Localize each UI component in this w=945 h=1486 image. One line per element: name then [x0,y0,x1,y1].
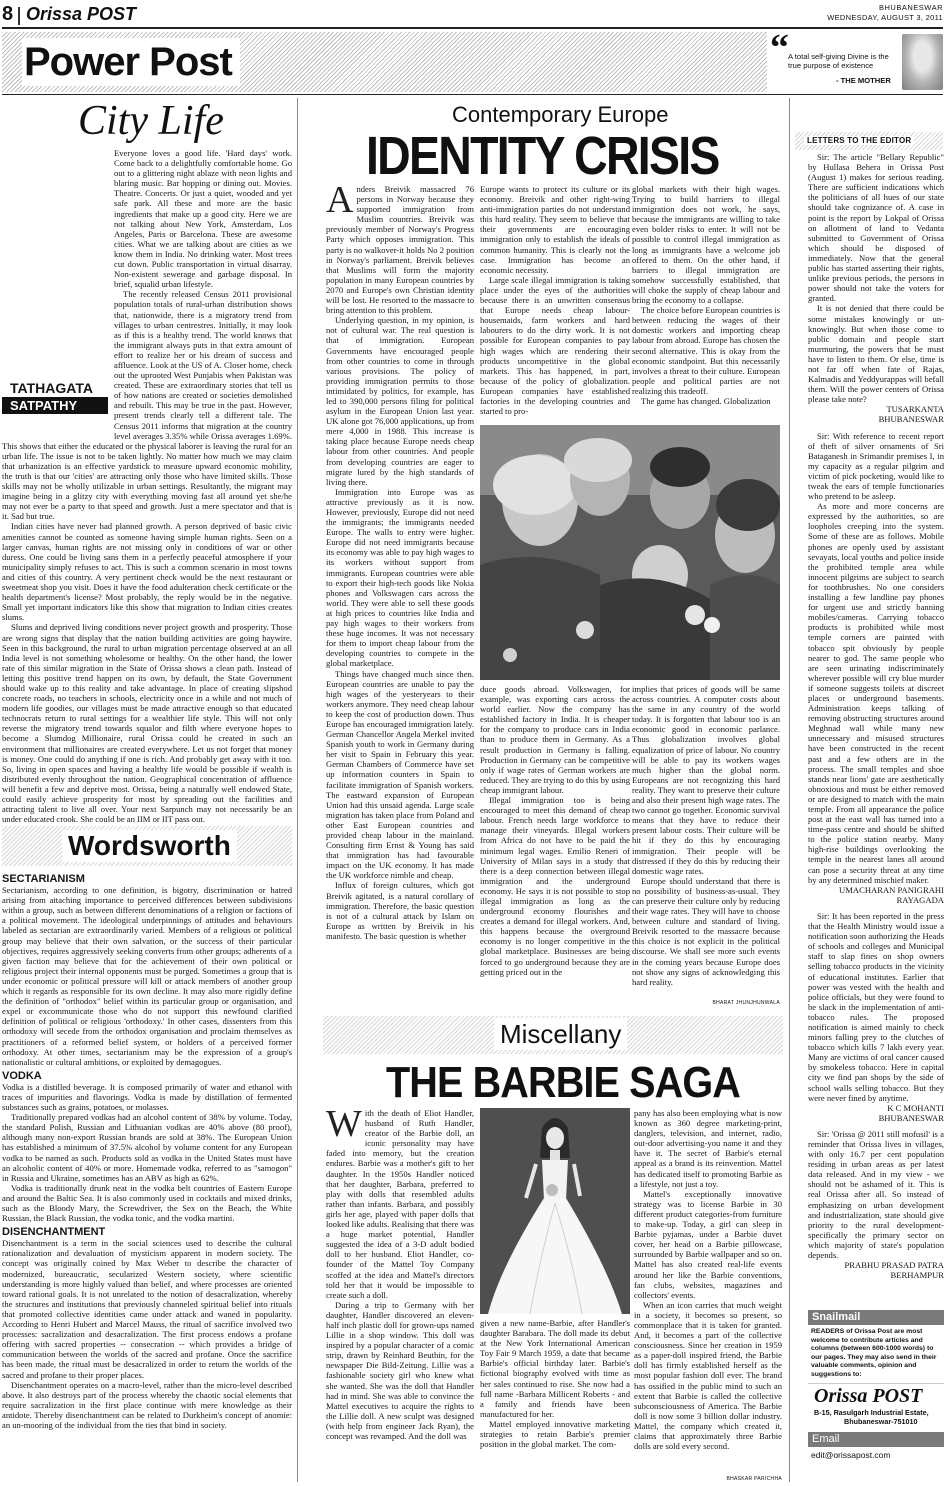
article-paragraph: Immigration into Europe was as attractive previously as it is now. However, previously, Europe did not need the immigrants; the immigrants needed Europe. The walls to entry were higher. Europe did not need immigrants because its economy was able to pay high wages to its workers without support from immigrants. European countries were able to export their high-tech goods like Nokia phones and Volkswagen cars across the world. They were able to sell these goods at high prices to countries like India and pay high wages to their workers from these huge incomes. It was not necessary for them to import cheap labour from the developing countries to compete in the global marketplace. [326,486,474,669]
article-paragraph: given a new name-Barbie, after Handler's daughter Barabara. The doll made its debut at the New York International American Toy Fair 9 March 1959, a date that became Barbie's official birthday later. Barbie's fictional biography evolved with time as her sales continued to rise. She now had a full name -Barbara Millicent Roberts - and a family and friends have been manufactured for her. [480,1318,630,1419]
letter-signature-place: BHUBANESWAR [878,414,944,425]
wordsworth-heading: Wordsworth [62,830,237,862]
snailmail-heading: Snailmail [808,1310,944,1325]
article-paragraph: Europe wants to protect its culture or its economy. Breivik and other right-wing anti-immigration parties do not understand this hard reality. They seem to believe that their governments are encouraging immigration only to establish the ideals of common humanity. This is clearly not the case. Immigration has become an economic necessity. [480,184,630,275]
term-definition: Vodka is a distilled beverage. It is composed primarily of water and ethanol with traces of impurities and flavorings. Vodka is made by distillation of fermented substances such as grains, potatoes, or molasses. [2,1081,292,1113]
identity-col-2-bottom [480,684,630,1000]
letter-paragraph: Sir: The article "Bellary Republic" by Hullasa Behera in Orissa Post (August 1) makes for serious reading. There are sufficient indications which the politicians of all hues of our state should take cognizance of. A case in point is the report by Lokpal of Orissa on allotment of land to Vedanta submitted to Government of Orissa which should be disposed of immediately. Now that the general public has started asserting their rights, unlike previous periods, the persons in power should not take the voters for granted. [808,152,944,304]
identity-author-credit: BHARAT JHUNJHUNWALA [712,1000,780,1006]
mourners-photo-icon [480,425,780,680]
article-paragraph: Influx of foreign cultures, which got Breivik agitated, is a natural corollary of immigration. Therefore, the basic question is not of a cultural attack by Islam on Europe as written by Breivik in his manifesto. The basic question is whether [326,880,474,941]
letter-paragraph: As more and more concerns are expressed by the authorities, so are loopholes creeping into the system. Some of these are as follows. Mobile phones are openly used by assistant sevayats, local youths and police inside the prohibited temple area while innocent pilgrims are subject to search for toothbrushes. No one considers installing a few landline pay phones for urgent use and strictly banning mobiles/cameras. Carrying tobacco products is prohibited while most temple corners are painted with tobacco spit obviously by people nearer to god. The same people who are seen urinating indiscriminately wherever possible will cry blue murder if someone suggests toilets at discreet places or underground basements. Administration keeps talking of removing obstructing structures around Meghnad wall while many new unnecessary and misused structures have been constructed in the recent past and a few others are in the process. The small temples and shoe stands near lions' gate are aesthetically obnoxious and must be either removed or are designed to match with the main temple. From all appearance the police post at the east wall has turned into a time-pass centre and should be shifted to the police station nearby. Many high-rise buildings overlooking the temple in the nearest lanes all around can pose a security threat at any time by any determined mischief maker. [808,501,944,885]
paper-name: Orissa POST [26,4,137,24]
column-divider [297,98,298,1482]
snailmail-address-line-1: B-15, Rasulgarh Industrial Estate, [814,1407,929,1417]
barbie-col-3 [634,1108,782,1476]
identity-kicker: Contemporary Europe [452,102,669,127]
barbie-col-2 [480,1318,630,1482]
city-life-byline-box [2,380,108,432]
letter-paragraph: Sir: With reference to recent report of theft of silver ornaments of Sri Bataganesh in Srimandir premises I, in my capacity as a regular pilgrim and victim of pick pocketing, would like to tweak the ears of temple functionaries who pretend to be asleep. [808,430,944,502]
article-paragraph: When an icon carries that much weight in a society, it becomes so present, so commonplace that it is taken for granted. And, it becomes a part of the collective consciousness. Since her creation in 1959 as a paper-doll inspired friend, the Barbie doll has firmly established herself as the most popular fashion doll ever. The brand has ossified in the public mind to such an extent that Barbie is called the collective subconsciousness of America. The Barbie doll is now some 3 billion dollar industry. Mattel, the company which created it, claims that approximately three Barbie dolls are sold every second. [634,1299,782,1452]
orissa-post-logo: Orissa POST [808,1383,944,1408]
term-definition: Sectarianism, according to one definition, is bigotry, discrimination or hatred arising from attaching importance to perceived differences between subdivisions within a group, such as between different denominations of a religion or factions of a political movement. The ideological underpinnings of attitudes and behaviours labeled as sectarian are extraordinarily varied. Members of a religious or political group may believe that their own salvation, or the success of their particular objectives, requires aggressively seeking converts from other groups; adherents of a given faction may believe that for the achievement of their own political or religious project their internal opponents must be purged. Sometimes a group that is under economic or political pressure will kill or attack members of another group which it regards as responsible for its own decline. It may also more rigidly define the definition of "orthodox" belief within its particular group or organisation, and expel or excommunicate those who do not support this newfound clarified definition of political or religious 'orthodoxy.' In other cases, dissenters from this orthodoxy will secede from the orthodox organisation and proclaim themselves as practitioners of a reformed belief system, or holders of a perceived former orthodoxy. At other times, sectarianism may be the expression of a group's nationalistic or cultural ambitions, or exploited by demagogues. [2,885,292,1067]
mourners-photo [480,425,780,680]
barbie-col-1 [326,1103,474,1482]
article-paragraph: duce goods abroad. Volkswagen, for example, was exporting cars across the world earlier. Now the company has established factory in India. It is cheaper for the company to produce cars in India than to produce them in Germany. As a result production in Germany is falling. Production in Germany can be competitive only if wage rates of German workers are reduced. They are trying to do this by using cheap immigrant labour. [480,684,630,795]
article-paragraph: Illegal immigration too is being encouraged to meet this demand of cheap labour. French needs large workforce to manage their vineyards. Illegal workers from Africa do not have to be paid the minimum legal wages. Emilio Reneri of University of Milan says in a study that there is a deep connection between illegal immigration and the underground economy. He says it is not possible to stop illegal immigration as long as the underground economy flourishes and creates a demand for illegal workers. And, this happens because the overground economy is no longer competitive in the global marketplace. Businesses are being forced to go underground because they are getting priced out in the [480,795,630,977]
letter-signature-name: PRABHU PRASAD PATRA [844,1260,944,1271]
barbie-doll-photo [480,1108,630,1314]
article-paragraph: implies that prices of goods will be same across countries. A computer costs about the same in any country of the world today. It is forgotten that labour too is an economic good in economic parlance. Thus globalization involves global equalization of price of labour. No country will be able to pay its workers wages much higher than the global norm. Europeans are not recognizing this hard reality. They want to preserve their culture and also their present high wage rates. The two cannot go together. Economic survival means that they have to reduce their present labour costs. Their culture will be hit if they do this by encouraging immigration. Their people will be distressed if they do this by reducing their domestic wage rates. [632,684,780,876]
byline-last-name: SATPATHY [2,397,108,414]
letter-signature-name: K C MOHANTI [887,1102,944,1113]
article-paragraph: Europe should understand that there is no possibility of business-as-usual. They can preserve their culture only by reducing their wage rates. They will have to choose between culture and standard of living. Breivik resorted to the massacre because this choice is not explicit in the political discourse. We shall see more such events in the coming years because Europe does not show any signs of acknowledging this hard reality. [632,875,780,987]
letter-signature-name: UMACHARAN PANIGRAHI [839,884,944,895]
identity-headline: IDENTITY CRISIS [366,126,719,186]
article-paragraph: With the death of Eliot Handler, husband of Ruth Handler, creator of the Barbie doll, an iconic personality may have faded into memory, but the creation endures. Barbie was a mother's gift to her daughter. In the 1950s Handler noticed that her daughter, Barbara, preferred to play with dolls that resembled adults rather than infants. Barbara, and possibly girls her age, played with paper dolls that looked like adults. Realising that there was a huge market potential, Handler suggested the idea of a 3-D adult bodied doll to her husband. Eliot Handler, co-founder of the Mattel Toy Company scoffed at the idea and Mattel's directors told her that it would be impossible to create such a doll. [326,1103,474,1300]
quote-text: A total self-giving Divine is the true purpose of existence [788,52,889,70]
city-life-paragraph: Everyone loves a good life. 'Hard days' work. Come back to a delightfully comfortable home. Go out to a glittering night ablaze with neon lights and blaring music. Bar hopping or dining out. Movies. Theatre. Concerts. Or just a quiet, wooded and yet safe park. All these and more are the basic ingredients that make up a good city. Here we are not talking about New York, Amsterdam, Los Angeles, Paris or Barcelona. These are awesome cities. What we are talking about are cities as we know them in India. No drinking water. Most trees cut down. Public transportation in virtual disarray. Non-existent sewerage and garbage disposal. In brief, squalid urban lifestyle. [114,148,292,290]
letter-paragraph: Sir: 'Orissa @ 2011 still mofusil' is a reminder that Orissa lives in villages, with only 16.7 per cent population residing in urban areas as per latest data released. And in my view - we should not be ashamed of it. This is real Orissa after all. So instead of emphasizing on urban development and industrialization, state should give priority to the rural development- specifically the primary sector on which majority of state's population depends. [808,1128,944,1261]
article-paragraph: The choice before European countries is between reducing the wages of their domestic workers and importing cheap labour from abroad. Europe has chosen the second alternative. This is okay from the economic standpoint. But this necessarily involves a threat to their culture. European people and political parties are not realizing this tradeoff. [632,305,780,396]
dropcap: A [326,179,354,221]
letter-signature-place: BERHAMPUR [890,1270,944,1281]
city-life-paragraph: Indian cities have never had planned growth. A person deprived of basic civic amenities cannot be counted as someone having simple human rights. Seen on a larger canvas, human rights are not missing only in conditions of war or other duress. One could be living sans them in a perfectly peaceful atmosphere if your municipality simply refuses to act. This is such a common scenario in most towns and cities of this country. A very pertinent check would be the next restaurant or sweetmeat shop you visit. Does it have the food adulteration check certificate or the health department's license? Most probably, the reply would be in the negative. Small yet important indicators like this show that migration to Indian cities creates slums. [2,521,292,623]
quote-author: - THE MOTHER [836,76,891,85]
page-number: 8 [2,3,14,25]
section-title: Power Post [22,38,240,86]
snailmail-box [808,1310,944,1484]
term-heading: DISENCHANTMENT [2,1226,106,1239]
letters-heading: LETTERS TO THE EDITOR [804,136,914,145]
page-number-divider [18,7,20,25]
dropcap: W [326,1103,362,1145]
article-paragraph: Mattel employed innovative marketing strategies to retain Barbie's premier position in the global market. The com- [480,1418,630,1450]
barbie-author-credit: BHASKAR PARICHHA [726,1476,782,1482]
letter-paragraph: Sir: It has been reported in the press that the Health Ministry would issue a notification soon authorizing the Heads of schools and colleges and Municipal staff to slap fines on shop owners selling tobacco products in the vicinity of educational institutes. Earlier that power was vested with the health and police officials, but they were found to be slack in the implementation of anti-tobacco rules. The proposed notification is aimed mainly to check minors falling prey to the clutches of tobacco which kills 7 lakh every year. Many are victims of oral cancer caused by smokeless tobacco. Here in capital city we find pan shops by the side of school walls selling tobacco. But they were never fined by anytime. [808,910,944,1103]
wordsworth-entries [2,870,292,1482]
email-link[interactable]: edit@orissapost.com [811,1449,891,1460]
barbie-doll-photo-icon [480,1108,630,1314]
term-definition: Disenchantment operates on a macro-level, rather than the micro-level described above. It also destroys part of the process whereby the chaotic social elements that require sacralization in the first place continue with mere knowledge as their antidote. Thereby disenchantment can be related to Durkheim's concept of anomie: an un-mooring of the individual from the ties that bind in society. [2,1379,292,1430]
identity-col-3-top [632,184,780,420]
masthead-rule [2,27,943,29]
article-paragraph: The game has changed. Globalization [641,395,771,406]
letter-signature-place: RAYAGADA [896,894,944,905]
article-paragraph: global markets with their high wages. Trying to build barriers to illegal immigration does not work, he says, because the immigrants are willing to take even bolder risks to enter. It will not be possible to control illegal immigration as long as immigrants have a welcome job offered to them. On the other hand, if barriers to illegal immigration are somehow successfully established, that will choke the supply of cheap labour and bring the economy to a collapse. [632,184,780,306]
city-life-kicker: City Life [78,98,224,144]
city-life-paragraph: Slums and deprived living conditions never project growth and prosperity. Those are wrong signs that display that the nation building activities are going haywire. Seen in this background, the rural to urban migration percentage observed at an all India level is not something wholesome or healthy. On the other hand, the lower rate of this similar migration in the State of Orissa shows a clean path. Instead of letting this positive trend happen on its own, by default, the State Government should wake up to this reality and take advantage. In place of creating slipshod concrete roads, no teachers in schools, electricity once in a while and not much of modern life goodies, our villages must be made attractive enough so that educated technocrats return to rural settings for a wealthier life style. This will not only reverse the migratory trend towards squalor and filth where everyone hopes to become a Slumdog Millionaire, rural Orissa could be created in such an environment that millionaires are created everywhere. Let us not forget that money is money. One could do anything if one is rich. And probably get away with it too. So, living in open spaces and having a healthy life would be possible if wealth is distributed evenly throughout the nation. Geographical concentration of affluence will benefit a few and deprive most. Orissa, being a naturally well endowed State, could easily achieve prosperity for most by spreading out the facilities and attracting talent to live all over. Your next Sarpunch may not necessarily be an under educated crook. She could be an IIM or IIT pass out. [2,622,292,825]
article-paragraph: Mattel's exceptionally innovative strategy was to license Barbie in 30 different product categories-from furniture to make-up. Today, a girl can sleep in Barbie pyjamas, under a Barbie duvet cover, her head on a Barbie pillowcase, surrounded by Barbie wallpaper and so on. Mattel has also created real-life events around her like the Barbie conventions, fan clubs, websites, magazines and collectors' events. [634,1188,782,1300]
article-paragraph: Underlying question, in my opinion, is not of cultural war. The real question is that of immigration. European Governments have encouraged people from other countries to come in through various provisions. The policy of providing immigration permits to those intimidated by politics, for example, has led to 390,000 persons filing for political asylum in the European Union last year. UK alone got 76,000 applications, up from mere 4,000 in 1988. This increase is taking place because Europe needs cheap labour from other countries. And people from developing countries are eager to migrate lured by the high standards of living there. [326,315,474,487]
term-definition: Vodka is traditionally drunk neat in the vodka belt countries of Eastern Europe and around the Baltic Sea. It is also commonly used in cocktails and mixed drinks, such as the Bloody Mary, the Screwdriver, the Sex on the Beach, the White Russian, the Black Russian, the vodka tonic, and the vodka martini. [2,1182,292,1224]
miscellany-kicker: Miscellany [494,1018,627,1050]
article-paragraph: Anders Breivik massacred 76 persons in Norway because they supported immigration from Muslim countries. Breivik was previously member of Norway's Progress Party which opposes immigration. This party is no walkover-it holds No 2 position in Norway's parliament. Breivik believes that Muslims will form the majority population in many European countries by 2070 and Europe's own Christian identity will be lost. He resorted to the massacre to bring attention to this problem. [326,179,474,316]
letter-signature-place: BHUBANESWAR [878,1112,944,1123]
article-paragraph: Things have changed much since then. European countries are unable to pay the high wages of the yesteryears to their workers anymore. They need cheap labour to keep the cost of production down. Thus Europe has encouraged immigration lately. German Chancellor Angela Merkel invited Spanish youth to work in Germany during her visit to Spain in February this year. German Chambers of Commerce have set up information counters in Spain to facilitate immigration of Spanish workers. The eastward expansion of European Union had this unsaid agenda. Large scale migration has taken place from Poland and other East European countries and provided cheap labour in the mainland. Consulting firm Ernst & Young has said that immigration has had favourable impact on the UK economy. It has made the UK workforce nimble and cheap. [326,668,474,881]
term-definition: Disenchantment is a term in the social sciences used to describe the cultural rationalization and devaluation of mysticism apparent in modern society. The concept was originally coined by Max Weber to describe the character of modernized, bureaucratic, secularized Western society, where scientific understanding is more highly valued than belief, and where processes are oriented toward rational goals. It is not unrelated to the notion of desacralization, whereby the structures and institutions that previously channeled spiritual belief into rituals that promoted collective identities came under attack and waned in popularity. According to Henri Hubert and Marcel Mauss, the ritual of sacrifice involved two processes: sacralization and desacralization. The first process endows a profane offering with sacred properties -- consecration -- which provides a bridge of communication between the worlds of the sacred and profane. Once the sacrifice has been made, the ritual must be desacralized in order to return the worlds of the sacred and profane to their proper places. [2,1238,292,1380]
the-mother-portrait [902,34,943,90]
column-divider [789,98,790,1482]
term-definition: Traditionally prepared vodkas had an alcohol content of 38% by volume. Today, the standard Polish, Russian and Lithuanian vodkas are 40% above (80 proof), although many non-export Russian brands are sold at 38%. The European Union has established a minimum of 37.5% alcohol by volume content for any European vodka to be named as such. Products sold as vodka in the United States must have an alcoholic content of 40% or more. Homemade vodka, referred to as "samogon" in Russia and Ukraine, sometimes has an ABV as high as 62%. [2,1112,292,1183]
snailmail-address-line-2: Bhubaneswar-751010 [844,1416,918,1426]
snailmail-text: READERS of Orissa Post are most welcome to contribute articles and columns (between 600-1000 words) to our pages. They may also send in their valuable comments, opinion and suggestions to: [811,1328,937,1378]
masthead-bottom-rule [2,94,943,95]
letters-column [808,152,944,1302]
identity-col-2-top [480,184,630,420]
identity-col-1 [326,179,474,1000]
term-heading: VODKA [2,1069,42,1082]
identity-col-3-bottom [632,684,780,996]
email-heading: Email [808,1432,944,1447]
quote-box [770,27,943,90]
term-heading: SECTARIANISM [2,873,85,885]
city-life-paragraph: The recently released Census 2011 provisional population totals of rural-urban distribution shows that, nationwide, there is a migratory trend from villages to urban centrestres. Initially, it may look as if this is a healthy trend. The world knows that the immigrant always puts in that extra amount of effort to realize her or his dream of success and affluence. Look at the US of A. Closer home, check out the uprooted West Punjabis when Pakistan was created. These are extraordinary stories that tell us of how nations are created or societies demolished and rebuilt. This may be true in the past. However, present trends clearly tell a different tale. The Census 2011 informs that migration at the country level averages 3.35% while Orissa averages 1.69%. This shows that either the educated or the physical laborer is leaving the rural for an urban life. The issue is not to be taken lightly. No matter how much we may claim that urbanization is an effective yardstick to measure upward economic mobility, the truth is that our 'cities' are attracting only those who have limited skills. Those skills may not be wholly utilizable in urban settings. Resultantly, the migrant may imagine being in a glitzy city with everything moving fast all around yet she/he may not ever be a party to that speed and growth. Just a mere spectator and that is it. Sad but true. [2,289,292,522]
article-paragraph: During a trip to Germany with her daughter, Handler discovered an eleven-half inch plastic doll for grown-ups named Lillie in a shop window. This doll was inspired by a popular character of a comic strip, drawn by Reinhard Beuthin, for the newspaper Die Bild-Zeitung. Lillie was a fashionable society girl who knew what she wanted. She was the doll that Handler had in mind. She was able to convince the Mattel executives to acquire the rights to the Lillie doll. A new sculpt was designed (with help from engineer Jack Ryan), the concept was revamped. And the doll was [326,1299,474,1441]
masthead-city: BHUBANESWAR [879,3,943,12]
masthead-date: WEDNESDAY, AUGUST 3, 2011 [827,13,943,22]
byline-first-name: TATHAGATA [10,380,93,396]
article-paragraph: Large scale illegal immigration is taking place under the eyes of the authorities because there is an unwritten consensus that Europe needs cheap labour-housemaids, farm workers and hard labourers to do the dirty work. It is not possible for European companies to pay high wages which are rendering their products uncompetitive in the global markets. This has happened, in part, because of the policy of globalization. European companies have established factories in the developing countries and started to pro- [480,274,630,417]
barbie-headline: THE BARBIE SAGA [386,1058,740,1107]
article-paragraph: pany has also been employing what is now known as 360 degree marketing-print, danglers, television, and internet, radio, out-door advertising-you name it and they have it. The secret of Barbie's eternal appeal as a brand is its reinvention. Mattel has dedicated itself to promoting Barbie as a lifestyle, not just a toy. [634,1108,782,1189]
quote-mark-icon: “ [770,27,789,69]
letter-signature-name: TUSARKANTA [886,404,944,415]
letter-paragraph: It is not denied that there could be some mistakes knowingly or un-knowingly. But when those come to public domain and people start murmuring, the powers that be must have to listen to them. Or else, time is not far off when fate of Rajas, Kalmadis and Yeddyurappas will befall them. Will the power centers of Orissa please take note? [808,303,944,405]
masthead-paper-name [26,4,136,25]
city-life-article [2,148,292,825]
